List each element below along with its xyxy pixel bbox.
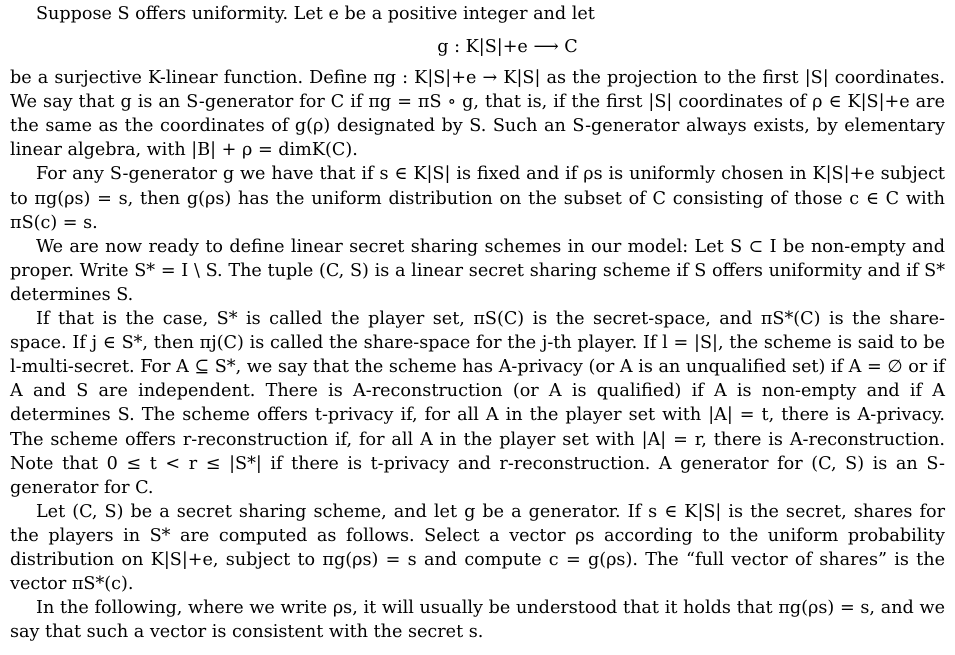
paragraph-player-set: If that is the case, S* is called the player set, πS(C) is the secret-space, and πS*(C) is the share-space. If j ∈ S*, then πj(C) is called the share-space for the j-th player. If l = |S|, the scheme is said to be l-multi-secret. For A ⊆ S*, we say that the scheme has A-privacy (or A is an unqualified set) if A = ∅ or if A and S are independent. There is A-reconstruction (or A is qualified) if A is non-empty and if A determines S. The scheme offers t-privacy if, for all A in the player set with |A| = t, there is A-privacy. The scheme offers r-reconstruction if, for all A in the player set with |A| = r, there is A-reconstruction. Note that 0 ≤ t < r ≤ |S*| if there is t-privacy and r-reconstruction. A generator for (C, S) is an S-generator for C. [10,309,945,498]
paragraph-uniform-distribution: For any S-generator g we have that if s ∈ K|S| is fixed and if ρs is uniformly chosen in K|S|+e subject to πg(ρs) = s, then g(ρs) has the uniform distribution on the subset of C consisting of those c ∈ C with πS(c) = s. [10,164,945,233]
paper-page [0,2,955,655]
paragraph-intro: Suppose S offers uniformity. Let e be a positive integer and let [36,4,595,24]
paragraph-definition: We are now ready to define linear secret sharing schemes in our model: Let S ⊂ I be non-empty and proper. Write S* = I \ S. The tuple (C, S) is a linear secret sharing scheme if S offers uniformity and if S* determines S. [10,236,945,305]
display-equation: g : K|S|+e ⟶ C [437,37,578,58]
paragraph-surjective: be a surjective K-linear function. Define πg : K|S|+e → K|S| as the projection to the first |S| coordinates. We say that g is an S-generator for C if πg = πS ∘ g, that is, if the first |S| coordinates of ρ ∈ K|S|+e are the same as the coordinates of g(ρ) designated by S. Such an S-generator always exists, by elementary linear algebra, with |B| + ρ = dimK(C). [10,68,945,161]
paragraph-shares: Let (C, S) be a secret sharing scheme, and let g be a generator. If s ∈ K|S| is the secret, shares for the players in S* are computed as follows. Select a vector ρs according to the uniform probability distribution on K|S|+e, subject to πg(ρs) = s and compute c = g(ρs). The “full vector of shares” is the vector πS*(c). [10,501,945,595]
paragraph-consistency: In the following, where we write ρs, it will usually be understood that it holds that πg(ρs) = s, and we say that such a vector is consistent with the secret s. [10,598,945,643]
